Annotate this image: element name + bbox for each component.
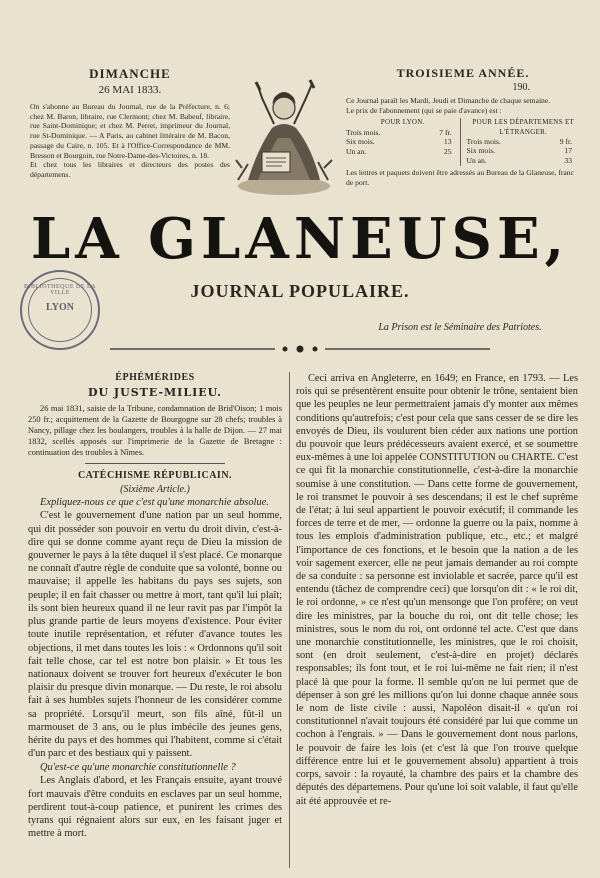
rate-label: Trois mois.: [466, 136, 501, 146]
ephemerides-subtitle: DU JUSTE-MILIEU.: [87, 386, 223, 399]
rate-label: Un an.: [346, 147, 367, 157]
motto: La Prison est le Séminaire des Patriotes.: [378, 322, 542, 333]
rate-row: [346, 137, 460, 147]
column-separator: [289, 372, 290, 868]
rate-label: Trois mois.: [346, 127, 381, 137]
library-stamp: [20, 270, 100, 350]
rate-label: Six mois.: [466, 146, 496, 156]
ornamental-divider: [110, 344, 490, 354]
newspaper-title: LA GLANEUSE,: [30, 206, 570, 272]
rate-row: [346, 128, 460, 138]
catechism-article-number: (Sixième Article.): [120, 484, 190, 496]
rate-row: [346, 147, 460, 157]
rates-departments: [460, 118, 581, 166]
rate-price: 25: [443, 147, 452, 157]
rate-price: 17: [564, 146, 572, 156]
date-block: [30, 66, 230, 180]
subscription-price-note: Le prix de l'abonnement (qui se paie d'avance) est :: [346, 105, 502, 115]
gleaner-vignette-image: [228, 68, 340, 200]
stamp-ring-text: BIBLIOTHEQUE DE LA VILLE: [24, 284, 96, 296]
issue-date: 26 MAI 1833.: [98, 84, 162, 96]
article-continuation: Ceci arriva en Angleterre, en 1649; en France, en 1793. — Les rois qui se présentèrent ensuite pour obtenir le trône, sentaient bien que les peuples ne leur permettraient jamais d'y monter aux mêmes conditions qu'autrefois; c'est pour cela que sans cesser de se dire les envoyés de Dieu, ils voulurent bien céder aux nations une portion du pouvoir que leurs prédécesseurs avaient exercé, et se soumettre eux-mêmes à une loi appelée CONSTITUTION ou CHARTE. C'est ce qui fit la monarchie constitutionnelle, c'est-à-dire la monarchie soumise à une constitution. — Dans cette forme de gouvernement, le roi transmet le pouvoir à ses descendans; il est le chef suprême de l'état; à lui seul appartient le pouvoir exécutif; il commande les forces de terre et de mer, — ordonne la guerre ou la paix, nomme à tous les emplois d'administration publique, etc., etc.; et malgré l'importance de ces fonctions, et le besoin que la nation a de les voir sagement exercer, elle ne peut jamais demander au roi compte de sa conduite : sa personne est inviolable et sacrée, parce qu'il est entendu (tâchez de comprendre ceci) que lorsqu'on dit : « le roi dit, le roi ordonne, » ce n'est qu'un mensonge que l'on profère; on veut dire les ministres, par la bouche du roi, ont dit telle chose; les ministres, sous le nom du roi, ont ordonné tel acte. C'est que dans une monarchie constitutionnelle, les ministres, que le roi choisit, sont (en droit seulement, c'est-à-dire en projet) déclarés responsables; ils font tout, et le roi lui-même ne fait rien; il n'est placé là que pour la forme. Il semble qu'on ne lui permet que de dépenser à son gré les millions qu'on lui donne chaque année sous le nom de liste civile : aussi, Napoléon disait-il « qu'un roi constitutionnel n'avait toujours été considéré par lui que comme un cochon à l'engrais. » — Dans le gouvernement dont nous parlons, le pouvoir de faire les lois (et c'est là que l'on trouve quelque différence entre lui et le gouvernement absolu) appartient à trois corps, savoir : la royauté, la chambre des pairs et la chambre des députés des départemens. Pour qu'une loi soit valable, il faut qu'elle ait été approuvée et re-: [296, 373, 578, 807]
rate-label: Six mois.: [346, 137, 375, 147]
catechism-title: CATÉCHISME RÉPUBLICAIN.: [77, 470, 233, 482]
subscription-offices: On s'abonne au Bureau du Journal, rue de la Préfecture, n. 6; chez M. Baron, libraire, rue Clermont; chez M. Babeuf, libraire, rue Saint-Dominique; et chez M. Perret, imprimeur du Journal, rue St-Dominique. — A Paris, au cabinet littéraire de M. Bacon, passage du Caire, n. 105. Et à l'Office-Correspondance de MM. Bresson et Bourgoin, rue Notre-Dame-des-Victoires, n. 18.: [30, 102, 230, 160]
ephemerides-title: ÉPHÉMÉRIDES: [115, 372, 195, 383]
ephemerides-text: 26 mai 1831, saisie de la Tribune, condamnation de Brid'Oison; 1 mois 250 fr.; acquittement de la Gazette de Bourgogne sur 28 chefs; troubles à Nancy, pillage chez les boulangers, troubles à la halle de Dijon. — 27 mai 1832, scellés apposés sur l'imprimerie de la Gazette de Bretagne : continuation des troubles à Nîmes.: [28, 404, 282, 458]
section-rule: [85, 463, 225, 464]
subscription-rates: [346, 118, 580, 166]
mailing-address-note: Les lettres et paquets doivent être adressés au Bureau de la Glaneuse, franc de port.: [346, 168, 574, 187]
rates-departments-heading: POUR LES DÉPARTEMENS ET L'ÉTRANGER.: [472, 118, 575, 136]
rates-lyon-heading: POUR LYON.: [380, 118, 425, 127]
year-block: [346, 66, 580, 188]
question-absolute-monarchy: Expliquez-nous ce que c'est qu'une monarchie absolue.: [40, 497, 269, 509]
publication-info: [346, 96, 580, 115]
right-column: [296, 372, 578, 808]
subscription-note: Et chez tous les libraires et directeurs des postes des départemens.: [30, 160, 230, 180]
rate-row: [467, 146, 581, 156]
rate-row: [467, 137, 581, 147]
rates-lyon: [346, 118, 460, 166]
publication-year: TROISIEME ANNÉE.: [396, 66, 530, 80]
rate-price: 7 fr.: [439, 127, 452, 137]
issue-day: DIMANCHE: [89, 66, 171, 81]
rate-price: 33: [564, 156, 572, 166]
rate-price: 13: [443, 137, 452, 147]
rate-row: [467, 156, 581, 166]
question-constitutional-monarchy: Qu'est-ce qu'une monarchie constitutionnelle ?: [40, 762, 236, 774]
rate-label: Un an.: [466, 156, 487, 166]
stamp-city: LYON: [46, 302, 74, 313]
subscription-info: [30, 102, 230, 180]
rate-price: 9 fr.: [559, 136, 572, 146]
left-column: [28, 372, 282, 840]
publication-schedule: Ce Journal paraît les Mardi, Jeudi et Dimanche de chaque semaine.: [346, 96, 551, 105]
issue-number: 190.: [512, 82, 530, 93]
newspaper-subtitle: JOURNAL POPULAIRE.: [190, 281, 410, 301]
answer-absolute-monarchy: C'est le gouvernement d'une nation par un seul homme, qui dit posséder son pouvoir en vertu du droit divin, c'est-à-dire qui se donne comme ayant reçu de Dieu la mission de gouverner le pays à la tête duquel il s'est placé. Ce monarque ne connaît d'autre règle de conduite que sa volonté, bonne ou mauvaise; il appelle les habitans du pays ses sujets, son peuple; il en fait chasser ou mettre à mort, tant qu'il lui plaît; ils sont bien heureux quand il ne leur ravit pas par l'impôt la plus grande partie de leurs moyens d'existence. Pour éviter toute inutile représentation, et réfuter d'avance toutes les objections, il met dans toutes les lois : « Ordonnons qu'il soit fait telle chose, car tel est notre bon plaisir. » Et tous les nationaux doivent se trouver fort heureux d'exécuter le bon plaisir du presque divin monarque. — Du reste, le roi absolu fait à ses humbles sujets l'honneur de les considérer comme sa propriété. Lorsqu'il meurt, son fils aîné, fût-il un marmouset de 3 ans, ou le plus imbécile des jeunes gens, hérite du pays et des hommes qui l'habitent, comme si c'était d'un parc et des bestiaux qui y paissent.: [28, 510, 282, 760]
answer-constitutional-monarchy: Les Anglais d'abord, et les Français ensuite, ayant trouvé fort mauvais d'être conduits en esclaves par un seul homme, perdirent tout-à-coup patience, et punirent les crimes des tyrans qui régnaient alors sur eux, en les faisant juger et mettre à mort.: [28, 775, 282, 840]
